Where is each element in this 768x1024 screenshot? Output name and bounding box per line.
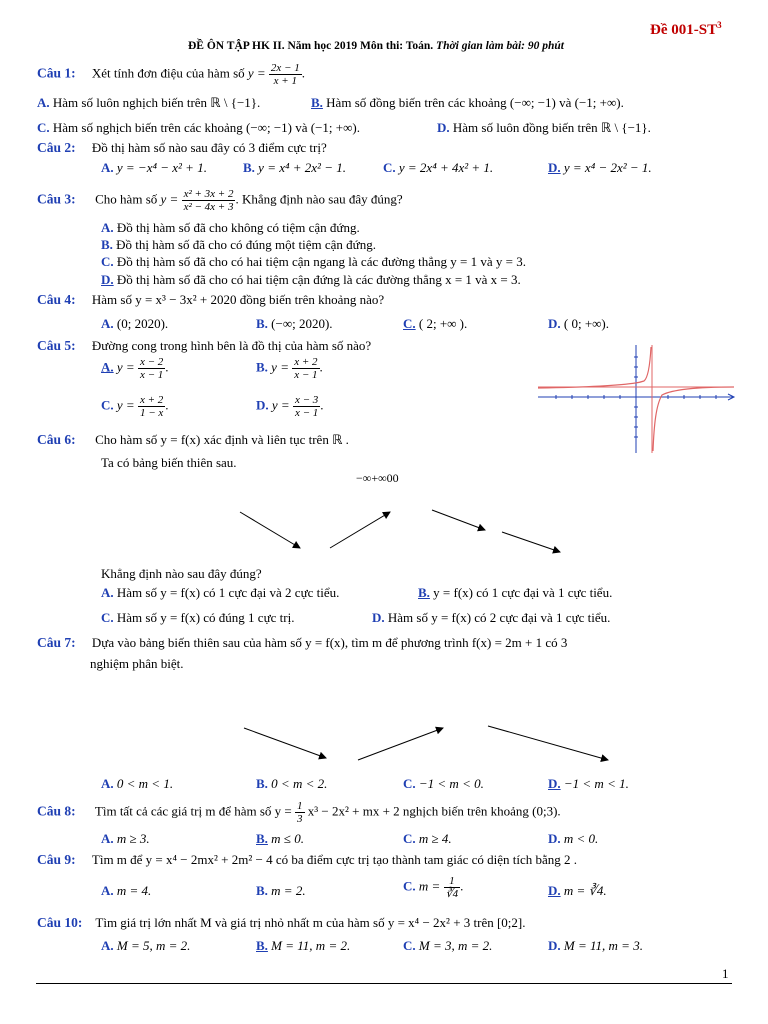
q1-fraction: $\frac{2x - 1}{x + 1}$ bbox=[270, 62, 300, 87]
question-8: Câu 8: Tìm tất cả các giá trị m để hàm số y = $\frac{1}{3}$ x³ − 2x² + mx + 2 nghịch biến trên khoảng (0;3). bbox=[37, 800, 561, 825]
q5-option-b[interactable]: B. y = $\frac{x + 2}{x - 1}$ . bbox=[256, 356, 323, 381]
q9-option-d[interactable]: D. m = ∛4. bbox=[548, 883, 607, 898]
q7-option-a[interactable]: A. 0 < m < 1. bbox=[101, 776, 174, 791]
q6-option-a[interactable]: A. Hàm số y = f(x) có 1 cực đại và 2 cực tiểu. bbox=[101, 585, 340, 600]
q1-option-c[interactable]: C. Hàm số nghịch biến trên các khoảng (−∞; −1) và (−1; +∞). bbox=[37, 120, 360, 135]
q9-option-c[interactable]: C. m = $\frac{1}{∛4}$ . bbox=[403, 875, 464, 900]
q10-option-d[interactable]: D. M = 11, m = 3. bbox=[548, 938, 643, 953]
q7-option-b[interactable]: B. 0 < m < 2. bbox=[256, 776, 328, 791]
q1-option-a[interactable]: A. Hàm số luôn nghịch biến trên ℝ \ {−1}. bbox=[37, 95, 261, 110]
question-7: Câu 7: Dựa vào bảng biến thiên sau của hàm số y = f(x), tìm m để phương trình f(x) = 2m + 1 có 3 bbox=[37, 635, 568, 650]
q8-option-b[interactable]: B. m ≤ 0. bbox=[256, 831, 304, 846]
q3-option-c[interactable]: C. Đồ thị hàm số đã cho có hai tiệm cận ngang là các đường thẳng y = 1 và y = 3. bbox=[101, 254, 526, 269]
question-6: Câu 6: Cho hàm số y = f(x) xác định và liên tục trên ℝ . bbox=[37, 432, 349, 447]
q8-fraction: $\frac{1}{3}$ bbox=[297, 800, 303, 825]
exam-code: Đề $001-ST^3$ bbox=[650, 20, 722, 38]
q1-option-b[interactable]: B. Hàm số đồng biến trên các khoảng (−∞; −1) và (−1; +∞). bbox=[311, 95, 624, 110]
question-10: Câu 10: Tìm giá trị lớn nhất M và giá trị nhỏ nhất m của hàm số y = x⁴ − 2x² + 3 trên [0;2]. bbox=[37, 915, 526, 930]
q6-table-text: −∞+∞00 bbox=[356, 471, 399, 485]
question-5: Câu 5: Đường cong trong hình bên là đồ thị của hàm số nào? bbox=[37, 338, 372, 353]
q6-option-c[interactable]: C. Hàm số y = f(x) có đúng 1 cực trị. bbox=[101, 610, 295, 625]
q10-option-a[interactable]: A. M = 5, m = 2. bbox=[101, 938, 191, 953]
q10-option-c[interactable]: C. M = 3, m = 2. bbox=[403, 938, 493, 953]
q3-fraction: $\frac{\text{x² + 3x + 2}}{\text{x² − 4x + 3}}$ bbox=[183, 188, 234, 213]
q1-option-d[interactable]: D. Hàm số luôn đồng biến trên ℝ \ {−1}. bbox=[437, 120, 651, 135]
q3-option-a[interactable]: A. Đồ thị hàm số đã cho không có tiệm cận đứng. bbox=[101, 220, 360, 235]
q2-option-c[interactable]: C. y = 2x⁴ + 4x² + 1. bbox=[383, 160, 494, 175]
q7-option-d[interactable]: D. −1 < m < 1. bbox=[548, 776, 629, 791]
q8-option-c[interactable]: C. m ≥ 4. bbox=[403, 831, 452, 846]
q7-variation-arrows bbox=[238, 720, 618, 770]
q5-option-d[interactable]: D. y = $\frac{x - 3}{x - 1}$ . bbox=[256, 394, 324, 419]
q8-option-d[interactable]: D. m < 0. bbox=[548, 831, 599, 846]
q7-option-c[interactable]: C. −1 < m < 0. bbox=[403, 776, 484, 791]
question-4: Câu 4: Hàm số y = x³ − 3x² + 2020 đồng biến trên khoảng nào? bbox=[37, 292, 385, 307]
question-1: Câu 1: Xét tính đơn điệu của hàm số y = $\frac{2x - 1}{x + 1}$ . bbox=[37, 62, 305, 87]
q4-option-c[interactable]: C. ( 2; +∞ ). bbox=[403, 316, 468, 331]
q2-option-b[interactable]: B. y = x⁴ + 2x² − 1. bbox=[243, 160, 346, 175]
question-2: Câu 2: Đồ thị hàm số nào sau đây có 3 điểm cực trị? bbox=[37, 140, 327, 155]
q2-option-d[interactable]: D. y = x⁴ − 2x² − 1. bbox=[548, 160, 652, 175]
q5-graph bbox=[538, 345, 734, 453]
footer-rule bbox=[36, 983, 732, 984]
question-9: Câu 9: Tìm m để y = x⁴ − 2mx² + 2m² − 4 có ba điểm cực trị tạo thành tam giác có diện tích bằng 2 . bbox=[37, 852, 578, 867]
q4-option-a[interactable]: A. (0; 2020). bbox=[101, 316, 169, 331]
q7-text2: nghiệm phân biệt. bbox=[90, 656, 184, 671]
q3-option-b[interactable]: B. Đồ thị hàm số đã cho có đúng một tiệm cận đứng. bbox=[101, 237, 376, 252]
exam-header: ĐỀ ÔN TẬP HK II. Năm học 2019 Môn thi: Toán. Thời gian làm bài: 90 phút bbox=[188, 40, 564, 52]
q8-option-a[interactable]: A. m ≥ 3. bbox=[101, 831, 150, 846]
q6-option-b[interactable]: B. y = f(x) có 1 cực đại và 1 cực tiểu. bbox=[418, 585, 613, 600]
q6-question: Khẳng định nào sau đây đúng? bbox=[101, 566, 262, 581]
q9-option-a[interactable]: A. m = 4. bbox=[101, 883, 152, 898]
q6-option-d[interactable]: D. Hàm số y = f(x) có 2 cực đại và 1 cực tiểu. bbox=[372, 610, 611, 625]
q4-option-b[interactable]: B. (−∞; 2020). bbox=[256, 316, 333, 331]
q10-option-b[interactable]: B. M = 11, m = 2. bbox=[256, 938, 351, 953]
q6-text: Ta có bảng biến thiên sau. bbox=[101, 455, 237, 470]
page-number: 1 bbox=[722, 966, 729, 981]
q5-option-a[interactable]: A. y = $\frac{x - 2}{x - 1}$ . bbox=[101, 356, 169, 381]
q9-option-b[interactable]: B. m = 2. bbox=[256, 883, 306, 898]
q2-option-a[interactable]: A. y = −x⁴ − x² + 1. bbox=[101, 160, 207, 175]
q3-option-d[interactable]: D. Đồ thị hàm số đã cho có hai tiệm cận đứng là các đường thẳng x = 1 và x = 3. bbox=[101, 272, 521, 287]
q5-option-c[interactable]: C. y = $\frac{x + 2}{1 - x}$ . bbox=[101, 394, 169, 419]
q6-variation-arrows bbox=[230, 500, 570, 560]
q4-option-d[interactable]: D. ( 0; +∞). bbox=[548, 316, 610, 331]
question-3: Câu 3: Cho hàm số y = $\frac{\text{x² + 3x + 2}}{\text{x² − 4x + 3}}$ . Khẳng định nào sau đây đúng? bbox=[37, 188, 403, 213]
